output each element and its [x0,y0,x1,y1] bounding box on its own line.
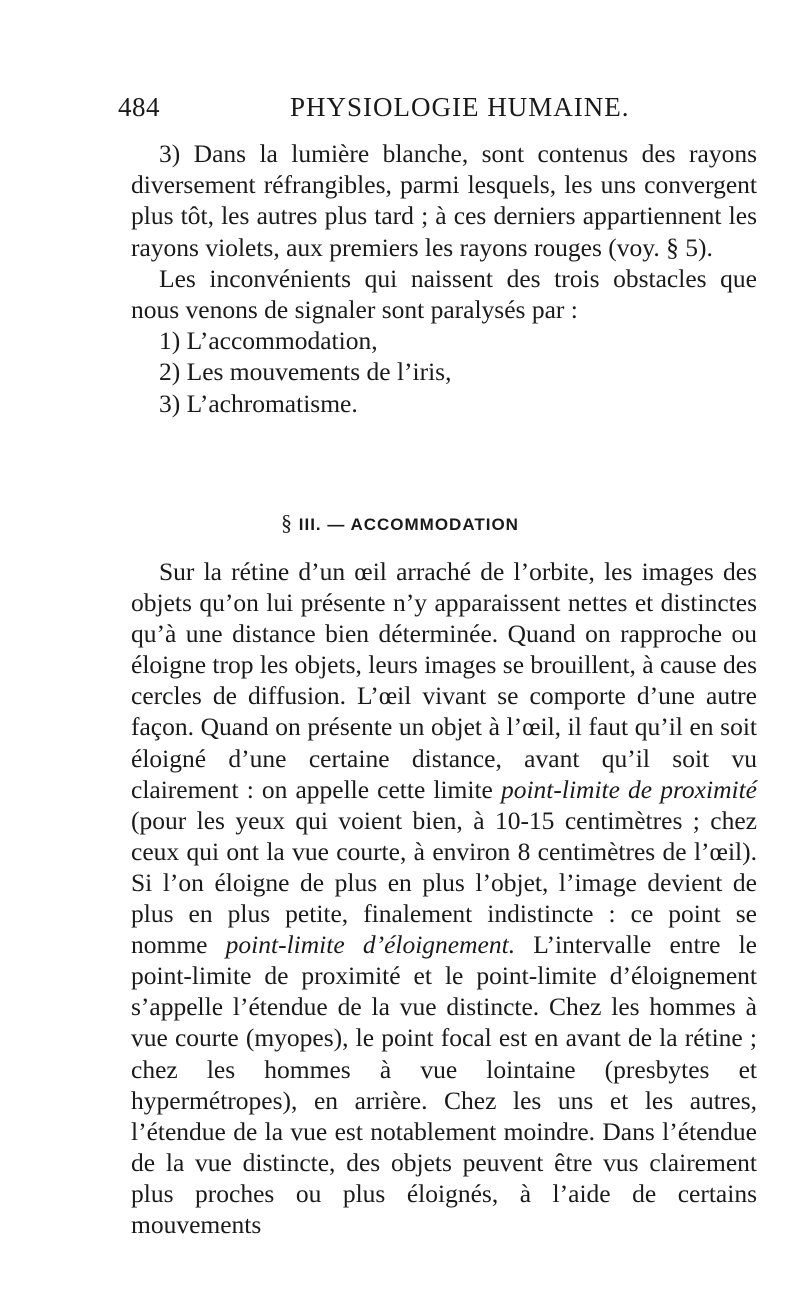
section-symbol: § [281,510,294,535]
paragraph-inconvenients: Les inconvénients qui naissent des trois obstacles que nous venons de signaler sont paralysés par : [131,263,757,325]
paragraph-accommodation [131,556,757,1240]
list-item: 3) L’achromatisme. [159,388,358,418]
page-header [118,92,758,132]
text-run: Sur la rétine d’un œil arraché de l’orbite, les images des objets qu’on lui présente n’y apparaissent nettes et distinctes qu’à une distance bien déterminée. Quand on rapproche ou éloigne trop les objets, leurs images se brouillent, à cause des cercles de diffusion. L’œil vivant se comporte d’une autre façon. Quand on présente un objet à l’œil, il faut qu’il en soit éloigné d’une certaine distance, avant qu’il soit vu clairement : on appelle cette limite [131,557,757,804]
list-item: 2) Les mouvements de l’iris, [159,357,452,387]
term-proximity: point-limite de proximité [500,774,757,804]
accommodation-block [131,556,757,1240]
section-heading-text: III. — ACCOMMODATION [298,515,519,534]
page-number: 484 [118,92,160,122]
section-heading [0,510,800,536]
intro-block [131,138,757,419]
term-distance: point-limite d’éloignement. [225,930,516,960]
text-run: L’intervalle entre le point-limite de proximité et le point-limite d’éloignement s’appelle l’étendue de la vue distincte. Chez les hommes à vue courte (myopes), le point focal est en avant de la rétine ; chez les hommes à vue lointaine (presbytes et hypermétropes), en arrière. Chez les uns et les autres, l’étendue de la vue est notablement moindre. Dans l’étendue de la vue distincte, des objets peuvent être vus clairement plus proches ou plus éloignés, à l’aide de certains mouvements [131,930,757,1239]
list-item: 1) L’accommodation, [159,326,378,356]
paragraph-rays: 3) Dans la lumière blanche, sont contenus des rayons diversement réfrangibles, parmi lesquels, les uns convergent plus tôt, les autres plus tard ; à ces derniers appartiennent les rayons violets, aux premiers les rayons rouges (voy. § 5). [131,139,757,262]
text-run: (pour les yeux qui voient bien, à 10-15 centimètres ; chez ceux qui ont la vue courte, à environ 8 centimètres de l’œil). Si l’on éloigne de plus en plus l’objet, l’image devient de plus en plus petite, finalement indistincte : ce point se nomme [131,805,757,960]
running-title: PHYSIOLOGIE HUMAINE. [290,92,630,122]
